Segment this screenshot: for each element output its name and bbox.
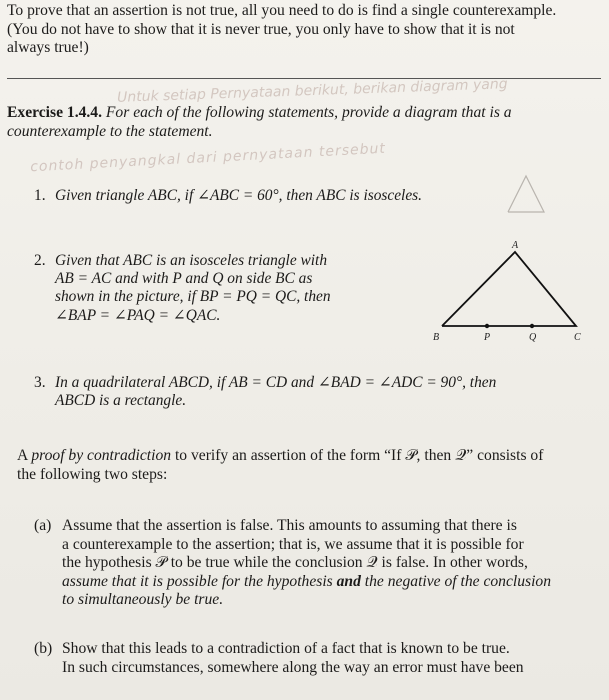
step-line-3: the hypothesis 𝒫 to be true while the conclusion 𝒬 is false. In other words, [62,554,528,572]
item-number: 2. [34,252,46,269]
item-text-line-1: In a quadrilateral ABCD, if AB = CD and ∠BAD = ∠ADC = 90°, then [55,374,497,391]
intro-line-2: (You do not have to show that it is never true, you only have to show that it is not [7,20,515,38]
step-line-2: In such circumstances, somewhere along the way an error must have been [62,658,524,676]
proof-step-b [34,640,594,677]
step-label: (a) [34,517,52,534]
triangle-outline [442,252,576,326]
proof-paragraph [17,447,601,484]
exercise-prompt [7,104,603,141]
step-line-1: Show that this leads to a contradiction of a fact that is known to be true. [62,640,510,657]
proof-line-2: the following two steps: [17,465,168,483]
item-text-line-2: AB = AC and with P and Q on side BC as [55,270,313,288]
intro-line-3: always true!) [7,39,89,57]
point-q-dot [530,324,534,328]
isosceles-triangle-diagram [420,236,590,348]
step-line-4-emphasis: and [336,572,361,590]
pencil-note-2: contoh penyangkal dari pernyataan tersebut [29,140,387,176]
item-text-line-1: Given that ABC is an isosceles triangle with [55,252,328,269]
exercise-label: Exercise 1.4.4. [7,104,102,121]
exercise-item-1 [34,187,504,205]
point-p-dot [485,324,489,328]
step-label: (b) [34,640,53,657]
exercise-item-2 [34,252,394,325]
item-text-line-2: ABCD is a rectangle. [55,392,187,410]
proof-line-1: to verify an assertion of the form “If 𝒫, then 𝒬” consists of [171,447,544,464]
vertex-c-label: C [574,332,581,343]
step-line-1: Assume that the assertion is false. This amounts to assuming that there is [62,517,517,534]
pencil-note-1: Untuk setiap Pernyataan berikut, berikan diagram yang [116,76,508,106]
exercise-text-line-2: counterexample to the statement. [7,122,213,140]
point-p-label: P [484,332,491,343]
vertex-a-label: A [512,240,519,251]
pencil-triangle-sketch [500,168,550,218]
exercise-item-3 [34,374,594,410]
proof-term: proof by contradiction [31,447,172,464]
item-text-line-3: shown in the picture, if BP = PQ = QC, then [55,288,331,306]
intro-paragraph [7,2,603,58]
proof-step-a [34,517,594,610]
item-text: Given triangle ABC, if ∠ABC = 60°, then ABC is isosceles. [55,187,423,204]
item-number: 1. [34,187,46,204]
exercise-text-line-1: For each of the following statements, provide a diagram that is a [105,104,512,121]
item-text-line-4: ∠BAP = ∠PAQ = ∠QAC. [55,306,221,324]
step-line-4a: assume that it is possible for the hypothesis [62,572,337,590]
point-q-label: Q [529,332,537,343]
vertex-b-label: B [433,332,440,343]
intro-line-1: To prove that an assertion is not true, all you need to do is find a single counterexample. [7,2,557,19]
step-line-2: a counterexample to the assertion; that is, we assume that it is possible for [62,535,524,553]
item-number: 3. [34,374,46,391]
step-line-5: to simultaneously be true. [62,591,224,609]
proof-prefix: A [17,447,32,464]
step-line-4c: the negative of the conclusion [360,572,552,590]
section-divider [7,78,601,79]
